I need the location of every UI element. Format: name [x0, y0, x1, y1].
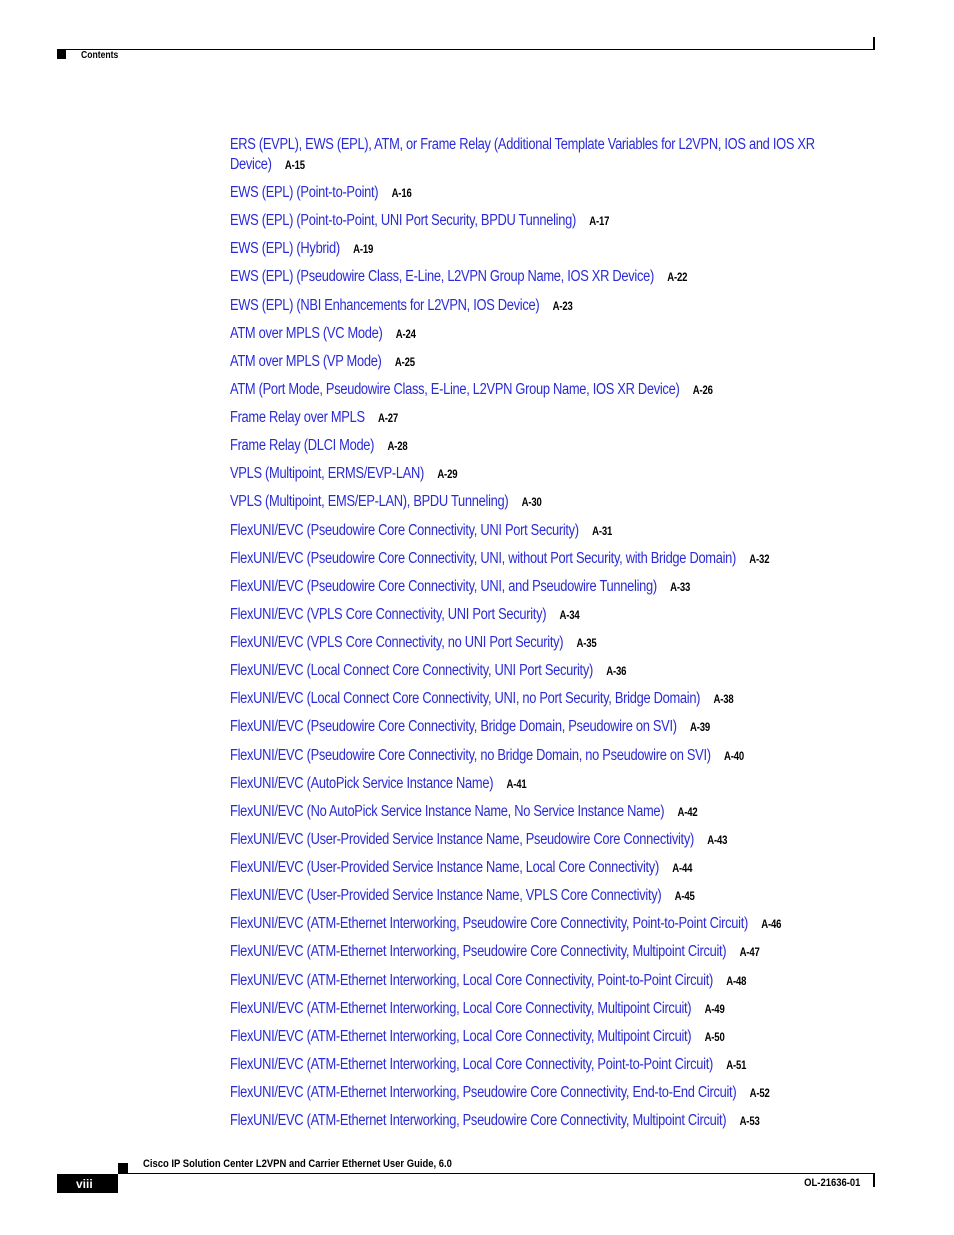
- toc-entry-page: A-38: [713, 694, 734, 707]
- toc-entry[interactable]: [230, 858, 875, 886]
- toc-entry[interactable]: [230, 1111, 875, 1139]
- toc-entry[interactable]: [230, 408, 875, 436]
- toc-entry-link[interactable]: FlexUNI/EVC (ATM-Ethernet Interworking, Local Core Connectivity, Point-to-Point Circuit): [230, 971, 714, 989]
- toc-entry[interactable]: [230, 999, 875, 1027]
- toc-entry[interactable]: [230, 464, 875, 492]
- toc-entry-link[interactable]: FlexUNI/EVC (Pseudowire Core Connectivity, UNI, without Port Security, with Bridge Domain): [230, 549, 737, 567]
- toc-entry-page: A-44: [672, 863, 693, 875]
- toc-entry-link[interactable]: FlexUNI/EVC (AutoPick Service Instance Name): [230, 774, 494, 792]
- header-marker: [57, 50, 66, 59]
- toc-entry-link[interactable]: EWS (EPL) (Point-to-Point): [230, 184, 379, 201]
- toc-entry-link[interactable]: ATM over MPLS (VP Mode): [230, 352, 382, 370]
- header-tick: [873, 37, 875, 50]
- toc-entry-link[interactable]: FlexUNI/EVC (ATM-Ethernet Interworking, Pseudowire Core Connectivity, Multipoint Circuit): [230, 943, 727, 961]
- toc-entry-page: A-15: [284, 160, 305, 172]
- toc-entry-link[interactable]: VPLS (Multipoint, ERMS/EVP-LAN): [230, 465, 425, 483]
- toc-entry[interactable]: [230, 380, 875, 408]
- toc-entry-page: A-40: [724, 750, 745, 763]
- toc-entry[interactable]: [230, 211, 875, 239]
- toc-entry-page: A-52: [749, 1088, 770, 1100]
- header-label: Contents: [81, 50, 119, 61]
- toc-entry-page: A-45: [674, 891, 695, 904]
- toc-entry-page: A-23: [552, 300, 573, 313]
- toc-entry-page: A-36: [606, 666, 627, 679]
- toc-entry-page: A-30: [521, 497, 542, 510]
- toc-entry[interactable]: [230, 1055, 875, 1083]
- toc-entry[interactable]: [230, 324, 875, 352]
- toc-entry[interactable]: [230, 549, 875, 577]
- toc-entry-link[interactable]: Frame Relay (DLCI Mode): [230, 437, 375, 455]
- toc-entry-page: A-24: [395, 328, 416, 341]
- toc-entry-link[interactable]: FlexUNI/EVC (Pseudowire Core Connectivity, UNI, and Pseudowire Tunneling): [230, 577, 657, 595]
- footer-rule: [118, 1173, 875, 1174]
- toc-entry-link[interactable]: FlexUNI/EVC (ATM-Ethernet Interworking, Pseudowire Core Connectivity, Point-to-Point Circuit): [230, 915, 749, 933]
- toc-entry[interactable]: [230, 886, 875, 914]
- toc-entry[interactable]: [230, 436, 875, 464]
- footer-doc-number: OL-21636-01: [803, 1177, 860, 1189]
- toc-entry-link[interactable]: FlexUNI/EVC (Pseudowire Core Connectivity, UNI Port Security): [230, 521, 579, 539]
- toc-entry-page: A-29: [437, 469, 458, 482]
- toc-entry[interactable]: [230, 1027, 875, 1055]
- toc-entry-link[interactable]: FlexUNI/EVC (User-Provided Service Instance Name, Pseudowire Core Connectivity): [230, 830, 694, 848]
- toc-entry[interactable]: [230, 661, 875, 689]
- toc-entry[interactable]: [230, 352, 875, 380]
- toc-entry-link[interactable]: EWS (EPL) (Pseudowire Class, E-Line, L2VPN Group Name, IOS XR Device): [230, 268, 654, 286]
- toc-entry[interactable]: [230, 492, 875, 520]
- toc-entry-page: A-53: [739, 1116, 760, 1129]
- toc-entry-link[interactable]: FlexUNI/EVC (Pseudowire Core Connectivity, no Bridge Domain, no Pseudowire on SVI): [230, 746, 711, 764]
- toc-entry-page: A-43: [707, 834, 728, 847]
- toc-entry-link[interactable]: FlexUNI/EVC (VPLS Core Connectivity, UNI Port Security): [230, 605, 547, 623]
- toc-entry-link[interactable]: FlexUNI/EVC (User-Provided Service Instance Name, VPLS Core Connectivity): [230, 887, 662, 905]
- toc-entry-link[interactable]: FlexUNI/EVC (ATM-Ethernet Interworking, Pseudowire Core Connectivity, End-to-End Circuit): [230, 1084, 737, 1101]
- toc-entry[interactable]: [230, 296, 875, 324]
- toc-entry-link[interactable]: EWS (EPL) (Point-to-Point, UNI Port Security, BPDU Tunneling): [230, 212, 576, 230]
- toc-entry[interactable]: [230, 633, 875, 661]
- toc-entry[interactable]: [230, 830, 875, 858]
- toc-entry[interactable]: [230, 239, 875, 267]
- toc-entry-page: A-42: [677, 806, 698, 819]
- toc-entry-page: A-19: [353, 244, 374, 257]
- toc-entry-page: A-31: [592, 525, 613, 538]
- toc-entry-page: A-22: [667, 272, 688, 285]
- toc-entry[interactable]: [230, 774, 875, 802]
- toc-entry-link[interactable]: FlexUNI/EVC (No AutoPick Service Instance Name, No Service Instance Name): [230, 802, 665, 820]
- toc-entry-link[interactable]: FlexUNI/EVC (Pseudowire Core Connectivity, Bridge Domain, Pseudowire on SVI): [230, 718, 677, 736]
- toc-entry[interactable]: [230, 1083, 875, 1111]
- toc-entry-page: A-16: [391, 188, 412, 200]
- toc-entry[interactable]: [230, 802, 875, 830]
- toc-entry[interactable]: [230, 717, 875, 745]
- toc-entry-link[interactable]: EWS (EPL) (NBI Enhancements for L2VPN, IOS Device): [230, 296, 540, 314]
- toc-entry-page: A-17: [589, 216, 610, 229]
- toc-entry-page: A-33: [670, 581, 691, 594]
- toc-entry[interactable]: [230, 971, 875, 999]
- toc-entry-page: A-26: [692, 384, 713, 397]
- toc-entry-link[interactable]: FlexUNI/EVC (ATM-Ethernet Interworking, Local Core Connectivity, Multipoint Circuit): [230, 1027, 692, 1045]
- toc-entry-link[interactable]: ERS (EVPL), EWS (EPL), ATM, or Frame Relay (Additional Template Variables for L2VPN, IOS and IOS XR Device): [230, 136, 815, 173]
- toc-entry-link[interactable]: FlexUNI/EVC (ATM-Ethernet Interworking, Pseudowire Core Connectivity, Multipoint Circuit): [230, 1112, 727, 1130]
- toc-entry-link[interactable]: ATM over MPLS (VC Mode): [230, 324, 383, 342]
- toc-entry-link[interactable]: EWS (EPL) (Hybrid): [230, 240, 340, 258]
- toc-entry[interactable]: [230, 605, 875, 633]
- toc-entry-page: A-27: [378, 413, 399, 425]
- toc-entry-link[interactable]: VPLS (Multipoint, EMS/EP-LAN), BPDU Tunneling): [230, 493, 509, 511]
- toc-entry-link[interactable]: FlexUNI/EVC (Local Connect Core Connectivity, UNI, no Port Security, Bridge Domain): [230, 690, 701, 708]
- toc-entry-link[interactable]: FlexUNI/EVC (VPLS Core Connectivity, no UNI Port Security): [230, 634, 564, 651]
- toc-entry-link[interactable]: Frame Relay over MPLS: [230, 409, 365, 426]
- toc-entry-link[interactable]: FlexUNI/EVC (Local Connect Core Connectivity, UNI Port Security): [230, 662, 593, 680]
- toc-entry-page: A-28: [387, 441, 408, 454]
- toc-entry-page: A-32: [749, 553, 770, 566]
- toc-entry-page: A-35: [576, 638, 597, 650]
- toc-entry-link[interactable]: FlexUNI/EVC (User-Provided Service Instance Name, Local Core Connectivity): [230, 859, 659, 876]
- toc-entry[interactable]: [230, 942, 875, 970]
- toc-entry[interactable]: [230, 135, 875, 183]
- toc-entry[interactable]: [230, 577, 875, 605]
- toc-list: [230, 135, 875, 1139]
- footer-marker: [118, 1163, 128, 1173]
- toc-entry[interactable]: [230, 183, 875, 211]
- toc-entry-page: A-41: [506, 778, 527, 791]
- toc-entry-page: A-34: [559, 609, 580, 622]
- toc-entry[interactable]: [230, 914, 875, 942]
- toc-entry-page: A-39: [690, 722, 711, 735]
- toc-entry-page: A-25: [394, 356, 415, 369]
- toc-entry-page: A-47: [739, 947, 760, 960]
- toc-entry-page: A-51: [726, 1059, 747, 1072]
- toc-entry[interactable]: [230, 521, 875, 549]
- toc-entry-page: A-49: [704, 1003, 725, 1016]
- toc-entry-link[interactable]: ATM (Port Mode, Pseudowire Class, E-Line, L2VPN Group Name, IOS XR Device): [230, 380, 680, 398]
- footer-book-title: Cisco IP Solution Center L2VPN and Carrier Ethernet User Guide, 6.0: [143, 1158, 452, 1170]
- header-rule: [57, 49, 874, 50]
- toc-entry-page: A-48: [726, 975, 747, 988]
- toc-entry-page: A-50: [704, 1031, 725, 1044]
- toc-entry-link[interactable]: FlexUNI/EVC (ATM-Ethernet Interworking, Local Core Connectivity, Multipoint Circuit): [230, 999, 692, 1017]
- toc-entry[interactable]: [230, 267, 875, 295]
- toc-entry-page: A-46: [761, 919, 782, 932]
- toc-entry[interactable]: [230, 689, 875, 717]
- footer-page-number: viii: [76, 1177, 93, 1191]
- toc-entry-link[interactable]: FlexUNI/EVC (ATM-Ethernet Interworking, Local Core Connectivity, Point-to-Point Circuit): [230, 1055, 714, 1073]
- footer-tick: [873, 1174, 875, 1187]
- toc-entry[interactable]: [230, 746, 875, 774]
